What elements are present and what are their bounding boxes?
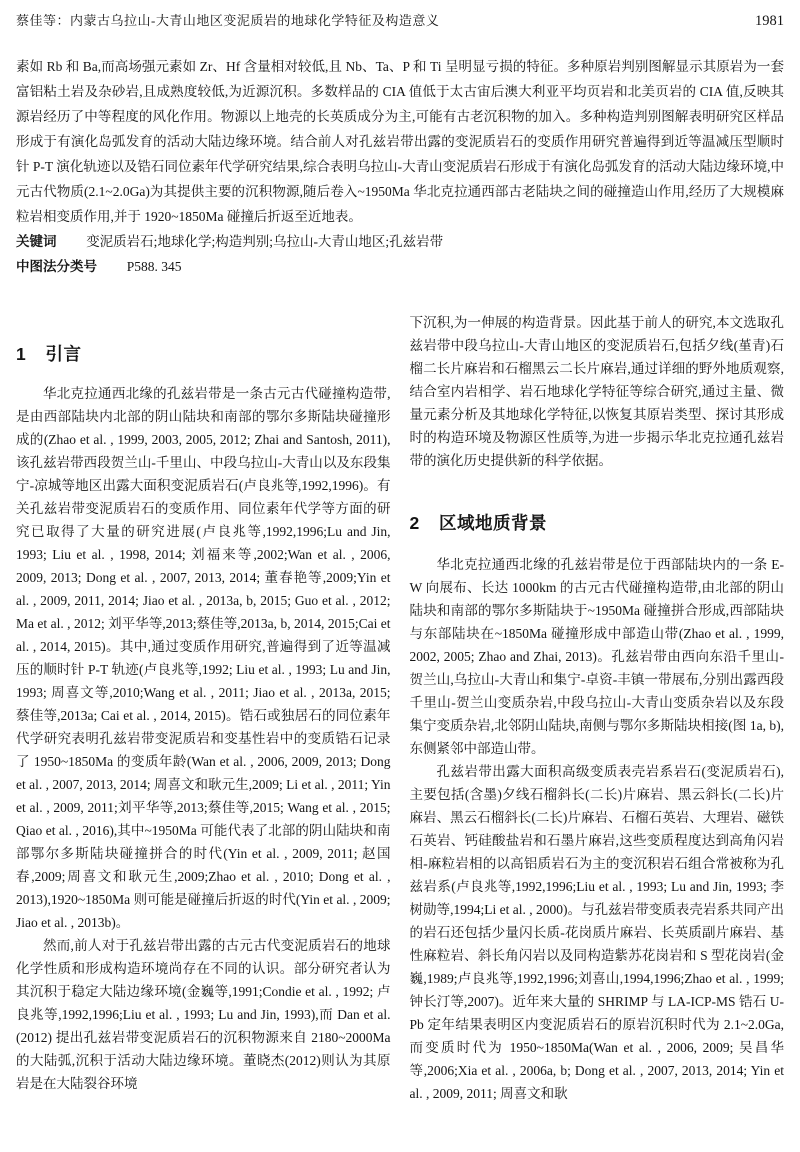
section-2-title: 区域地质背景 <box>438 513 547 533</box>
keywords-text: 变泥质岩石;地球化学;构造判别;乌拉山-大青山地区;孔兹岩带 <box>86 234 444 249</box>
page-number: 1981 <box>755 13 784 29</box>
classification-value: P588. 345 <box>126 259 182 274</box>
classification-label: 中图法分类号 <box>16 259 97 274</box>
running-title: 蔡佳等：内蒙古乌拉山-大青山地区变泥质岩的地球化学特征及构造意义 <box>16 13 440 28</box>
intro-paragraph-2-continued: 下沉积,为一伸展的构造背景。因此基于前人的研究,本文选取孔兹岩带中段乌拉山-大青山地区的变泥质岩石,包括夕线(堇青)石榴二长片麻岩和石榴黑云二长片麻岩,通过详细的野外地质观察,结合室内岩相学、岩石地球化学特征等综合研究,通过主量、微量元素分析及其地球化学特征,以恢复其原岩类型、探讨其形成时的构造环境及物源区性质等,为进一步揭示华北克拉通孔兹岩带的演化历史提供新的科学依据。 <box>409 315 784 468</box>
keywords-line <box>16 229 784 254</box>
right-column <box>410 311 785 1105</box>
two-column-body <box>16 311 784 1105</box>
intro-paragraph-1: 华北克拉通西北缘的孔兹岩带是一条古元古代碰撞构造带,是由西部陆块内北部的阴山陆块和南部的鄂尔多斯陆块碰撞形成的(Zhao et al. , 1999, 2003, 2005, 2012; Zhai and Santosh, 2011),该孔兹岩带西段贺兰山-千里山、中段乌拉山-大青山以及东段集宁-凉城等地区出露大面积变泥质岩石(卢良兆等,1992,1996)。有关孔兹岩带变泥质岩石的变质作用、同位素年代学等方面的研究已取得了大量的研究进展(卢良兆等,1992,1996;Lu and Jin, 1993; Liu et al. , 1998, 2014; 刘福来等,2002;Wan et al. , 2006, 2009, 2013; Dong et al. , 2007, 2013, 2014; 董春艳等,2009;Yin et al. , 2009, 2011, 2014; Jiao et al. , 2013a, b, 2015; Guo et al. , 2012; Ma et al. , 2012; 刘平华等,2013;蔡佳等,2013a, b, 2014, 2015;Cai et al. , 2014, 2015)。其中,通过变质作用研究,普遍得到了近等温减压的顺时针 P-T 轨迹(卢良兆等,1992; Liu et al. , 1993; Lu and Jin, 1993; 周喜文等,2010;Wang et al. , 2011; Jiao et al. , 2013a, 2015; 蔡佳等,2013a; Cai et al. , 2014, 2015)。锆石或独居石的同位素年代学研究表明孔兹岩带变泥质岩和变基性岩中的变质锆石记录了 1950~1850Ma 的变质年龄(Wan et al. , 2006, 2009, 2013; Dong et al. , 2007, 2013, 2014; 周喜文和耿元生,2009; Li et al. , 2011; Yin et al. , 2009, 2011;刘平华等,2013;蔡佳等,2015; Wang et al. , 2015; Qiao et al. , 2016),其中~1950Ma 可能代表了北部的阴山陆块和南部鄂尔多斯陆块碰撞拼合的时代(Yin et al. , 2009, 2011; 赵国春,2009;周喜文和耿元生,2009;Zhao et al. , 2010; Dong et al. , 2013),1920~1850Ma 则可能是碰撞后折返的时代(Yin et al. , 2009; Jiao et al. , 2013b)。 <box>16 386 391 930</box>
section-1-heading <box>16 341 391 366</box>
abstract-text: 素如 Rb 和 Ba,而高场强元素如 Zr、Hf 含量相对较低,且 Nb、Ta、P 和 Ti 呈明显亏损的特征。多种原岩判别图解显示其原岩为一套富铝粘土岩及杂砂岩,且成熟度较低,为近源沉积。多数样品的 CIA 值低于太古宙后澳大利亚平均页岩和北美页岩的 CIA 值,反映其源岩经历了中等程度的风化作用。物源以上地壳的长英质成分为主,可能有古老沉积物的加入。多种构造判别图解表明研究区样品形成于有演化岛弧发育的活动大陆边缘环境。结合前人对孔兹岩带出露的变泥质岩石的变质作用研究普遍得到近等温减压型顺时针 P-T 演化轨迹以及锆石同位素年代学研究结果,综合表明乌拉山-大青山变泥质岩石形成于有演化岛弧发育的活动大陆边缘环境,中元古代物质(2.1~2.0Ga)为其提供主要的沉积物源,随后卷入~1950Ma 华北克拉通西部古老陆块之间的碰撞造山作用,经历了大规模麻粒岩相变质作用,并于 1920~1850Ma 碰撞后折返至近地表。 <box>16 59 784 224</box>
running-header <box>16 12 784 30</box>
geology-paragraph-1: 华北克拉通西北缘的孔兹岩带是位于西部陆块内的一条 E-W 向展布、长达 1000km 的古元古代碰撞构造带,由北部的阴山陆块和南部的鄂尔多斯陆块于~1950Ma 碰撞拼合形成,西部陆块与东部陆块在~1850Ma 碰撞形成中部造山带(Zhao et al. , 1999, 2002, 2005; Zhao and Zhai, 2013)。孔兹岩带由西向东沿千里山-贺兰山,乌拉山-大青山和集宁-卓资-丰镇一带展布,分别出露西段千里山-贺兰山变质杂岩,中段乌拉山-大青山变质杂岩以及东段集宁变质杂岩,北邻阴山陆块,南侧与鄂尔多斯陆块相接(图 1a, b),东侧紧邻中部造山带。 <box>409 557 784 756</box>
section-1-number: 1 <box>16 344 27 364</box>
left-column <box>16 311 391 1105</box>
geology-paragraph-2: 孔兹岩带出露大面积高级变质表壳岩系岩石(变泥质岩石),主要包括(含墨)夕线石榴斜长(二长)片麻岩、黑云斜长(二长)片麻岩、黑云石榴斜长(二长)片麻岩、石榴石英岩、大理岩、磁铁石英岩、钙硅酸盐岩和石墨片麻岩,这些变质程度达到高角闪岩相-麻粒岩相的以高铝质岩石为主的变沉积岩石组合常被称为孔兹岩系(卢良兆等,1992,1996;Liu et al. , 1993; Lu and Jin, 1993; 李树勋等,1994;Li et al. , 2000)。与孔兹岩带变质表壳岩系共同产出的岩石还包括少量闪长质-花岗质片麻岩、长英质副片麻岩、基性麻粒岩、斜长角闪岩以及同构造紫苏花岗岩和 S 型花岗岩(金巍,1989;卢良兆等,1992,1996;刘喜山,1994,1996;Zhao et al. , 1999;钟长汀等,2007)。近年来大量的 SHRIMP 与 LA-ICP-MS 锆石 U-Pb 定年结果表明区内变泥质岩石的原岩沉积时代为 2.1~2.0Ga,而变质时代为 1950~1850Ma(Wan et al. , 2006, 2009; 吴昌华等,2006;Xia et al. , 2006a, b; Dong et al. , 2007, 2013, 2014; Yin et al. , 2009, 2011; 周喜文和耿 <box>409 764 784 1101</box>
keywords-label: 关键词 <box>16 234 57 249</box>
section-2-number: 2 <box>409 513 420 533</box>
intro-paragraph-2: 然而,前人对于孔兹岩带出露的古元古代变泥质岩石的地球化学性质和形成构造环境尚存在不同的认识。部分研究者认为其沉积于稳定大陆边缘环境(金巍等,1991;Condie et al. , 1992; 卢良兆等,1992,1996;Liu et al. , 1993; Lu and Jin, 1993),而 Dan et al. (2012) 提出孔兹岩带变泥质岩石的沉积物源来自 2180~2000Ma 的大陆弧,沉积于活动大陆边缘环境。董晓杰(2012)则认为其原岩是在大陆裂谷环境 <box>16 938 391 1091</box>
classification-line <box>16 254 784 279</box>
section-1-title: 引言 <box>45 344 82 364</box>
section-2-heading <box>410 510 785 535</box>
